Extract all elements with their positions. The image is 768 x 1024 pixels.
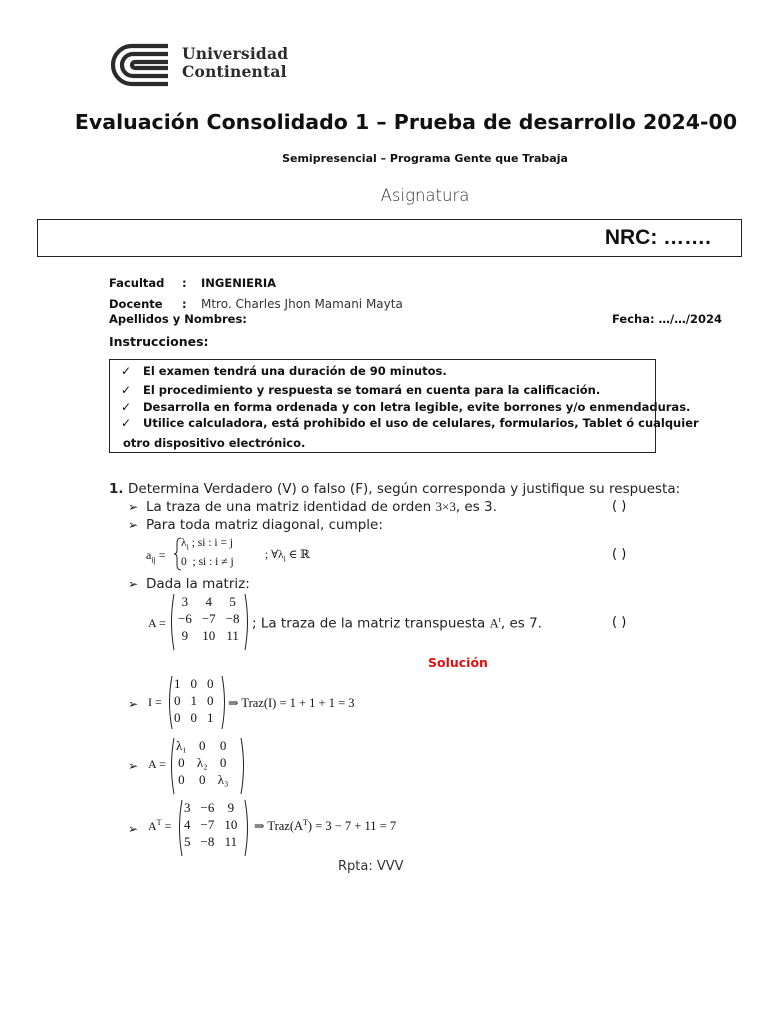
- subject-heading: Asignatura: [380, 186, 470, 205]
- facultad-colon: :: [182, 276, 187, 290]
- s2-label: A =: [148, 757, 166, 771]
- arrow-bullet-icon: ➢: [128, 822, 139, 836]
- facultad-value: INGENIERIA: [201, 276, 276, 290]
- exam-title: Evaluación Consolidado 1 – Prueba de desarrollo 2024-00: [74, 110, 738, 134]
- nrc-box: [37, 219, 742, 257]
- matrix-grid: 3 −6 9 4 −7 10 5 −8 11: [184, 799, 238, 849]
- check-icon: ✓: [121, 400, 132, 414]
- question-number: 1.: [109, 481, 124, 497]
- s3-label: $A^T$ =: [148, 818, 172, 833]
- apellidos-label: Apellidos y Nombres:: [109, 312, 247, 326]
- docente-colon: :: [182, 297, 187, 311]
- check-icon: ✓: [121, 383, 132, 397]
- logo-wordmark: Universidad Continental: [182, 44, 289, 81]
- answer-paren: ( ): [612, 499, 627, 514]
- solution-title: Solución: [428, 655, 488, 670]
- answer-paren: ( ): [612, 615, 627, 630]
- matrix-grid: 3 4 5 −6 −7 −8 9 10 11: [178, 593, 240, 643]
- item2-case2: 0 ; si : i ≠ j: [181, 556, 234, 568]
- item2-quantifier: ; $\forall\lambda_i$ ∈ ℝ: [265, 549, 310, 564]
- answer-paren: ( ): [612, 547, 627, 562]
- item3-statement: ; La traza de la matriz transpuesta $A^t$, es 7.: [252, 615, 542, 632]
- nrc-label: NRC: …….: [604, 226, 711, 249]
- answer-rpta: Rpta: VVV: [338, 859, 404, 874]
- question-statement: Determina Verdadero (V) o falso (F), según corresponda y justifique su respuesta:: [128, 481, 681, 497]
- arrow-bullet-icon: ➢: [128, 577, 139, 591]
- arrow-bullet-icon: ➢: [128, 759, 139, 773]
- docente-label: Docente: [109, 297, 163, 311]
- item2-case1: $\lambda_i$ ; si : i = j: [181, 537, 233, 552]
- matrix-grid: λ₁ 0 0 0 λ₂ 0 0 0 λ₃: [176, 737, 229, 787]
- item2-text: Para toda matriz diagonal, cumple:: [146, 517, 383, 533]
- check-icon: ✓: [121, 416, 132, 430]
- s1-result: ⇒ Traz(I) = 1 + 1 + 1 = 3: [228, 696, 355, 710]
- item3-label: A =: [148, 616, 166, 630]
- arrow-bullet-icon: ➢: [128, 697, 139, 711]
- fecha-label: Fecha: …/…/2024: [612, 312, 722, 326]
- arrow-bullet-icon: ➢: [128, 518, 139, 532]
- matrix-grid: 1 0 0 0 1 0 0 0 1: [174, 675, 214, 725]
- arrow-bullet-icon: ➢: [128, 500, 139, 514]
- exam-subtitle: Semipresencial – Programa Gente que Trabaja: [282, 152, 568, 165]
- s3-result: ⇒ $Traz(A^T) = 3 - 7 + 11 = 7$: [254, 818, 397, 834]
- item2-lhs: $a_{ij}$ =: [146, 548, 166, 565]
- item1-text: La traza de una matriz identidad de orden 3×3, es 3.: [146, 499, 497, 515]
- check-icon: ✓: [121, 364, 132, 378]
- facultad-label: Facultad: [109, 276, 165, 290]
- item3-text: Dada la matriz:: [146, 576, 250, 592]
- docente-value: Mtro. Charles Jhon Mamani Mayta: [201, 297, 403, 311]
- s1-label: I =: [148, 695, 162, 709]
- instructions-title: Instrucciones:: [109, 334, 209, 349]
- instructions-box: ✓ El examen tendrá una duración de 90 minutos. ✓ El procedimiento y respuesta se tomará en cuenta para la calificación. ✓ Desarrolla en forma ordenada y con letra legible, evite borrones y/o enmendaduras. ✓ Utilice calculadora, está prohibido el uso de celulares, formularios, Tablet ó cualquier otro dispositivo electrónico.: [109, 359, 656, 453]
